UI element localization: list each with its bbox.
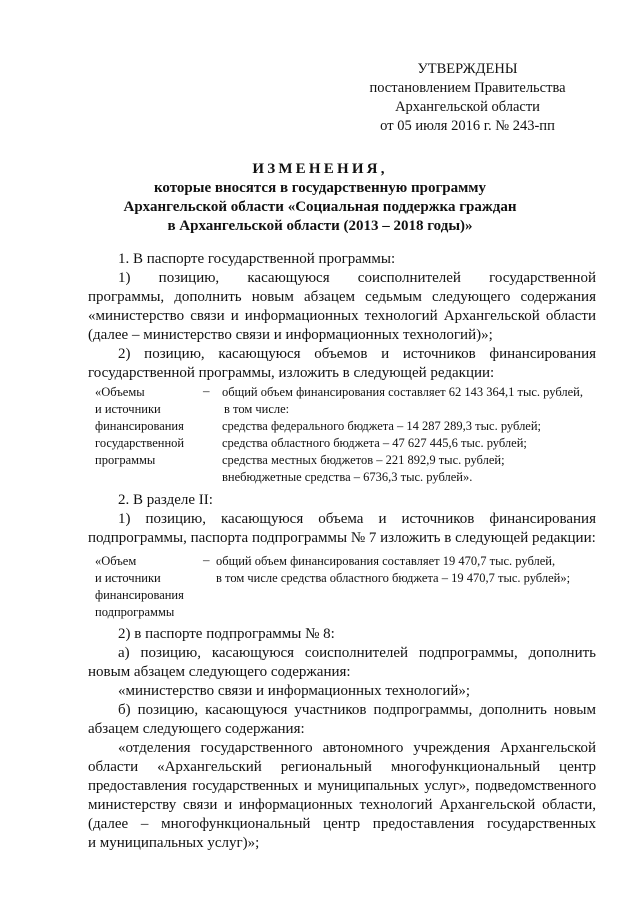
- section2-item1-line: 1) позицию, касающуюся объема и источников финансирования: [118, 511, 596, 527]
- itemB-line: б) позицию, касающуюся участников подпрограммы, дополнить новым: [118, 702, 596, 718]
- value-line: общий объем финансирования составляет 62 143 364,1 тыс. рублей,: [222, 385, 583, 399]
- label-line: «Объем: [95, 554, 137, 568]
- document-title: [80, 160, 560, 236]
- itemB-quote-line: области «Архангельский региональный многофункциональный центр: [88, 759, 596, 775]
- title-heading: ИЗМЕНЕНИЯ,: [252, 161, 388, 177]
- itemB-line: абзацем следующего содержания:: [88, 721, 305, 737]
- label-line: и источники: [95, 571, 161, 585]
- approved-line: Архангельской области: [395, 99, 540, 115]
- title-line: в Архангельской области (2013 – 2018 годы)»: [167, 218, 473, 234]
- label-line: государственной: [95, 436, 185, 450]
- table-dash: –: [203, 552, 210, 567]
- label-line: финансирования: [95, 588, 184, 602]
- value-line: средства федерального бюджета – 14 287 289,3 тыс. рублей;: [222, 419, 542, 433]
- label-line: подпрограммы: [95, 605, 175, 619]
- itemA-quote: «министерство связи и информационных технологий»;: [118, 683, 471, 699]
- itemA-line: а) позицию, касающуюся соисполнителей подпрограммы, дополнить: [118, 645, 596, 661]
- section1-item2-line: государственной программы, изложить в следующей редакции:: [88, 365, 495, 381]
- value-line: внебюджетные средства – 6736,3 тыс. рублей».: [222, 470, 473, 484]
- itemB-quote-line: предоставления государственных и муниципальных услуг», подведомственного: [88, 778, 596, 794]
- subprogram-table-label: [95, 553, 184, 621]
- approved-heading: УТВЕРЖДЕНЫ: [417, 61, 518, 77]
- section1-item1-line: программы, дополнить новым абзацем седьмым следующего содержания: [88, 289, 596, 305]
- value-line: средства областного бюджета – 47 627 445,6 тыс. рублей;: [222, 436, 527, 450]
- title-line: которые вносятся в государственную программу: [153, 180, 487, 196]
- itemB-quote-line: и муниципальных услуг)»;: [88, 835, 260, 851]
- label-line: программы: [95, 453, 156, 467]
- value-line: в том числе:: [224, 402, 290, 416]
- section1-item1-line: (далее – министерство связи и информационных технологий)»;: [88, 327, 493, 343]
- value-line: общий объем финансирования составляет 19 470,7 тыс. рублей,: [216, 554, 556, 568]
- itemA-line: новым абзацем следующего содержания:: [88, 664, 351, 680]
- section1-heading: 1. В паспорте государственной программы:: [118, 251, 396, 267]
- subprogram8-heading: 2) в паспорте подпрограммы № 8:: [118, 626, 335, 642]
- approved-date: от 05 июля 2016 г. № 243-пп: [380, 118, 555, 134]
- approval-stamp-block: [360, 60, 575, 136]
- table-dash: –: [203, 383, 210, 398]
- section1-item1-line: 1) позицию, касающуюся соисполнителей государственной: [118, 270, 596, 286]
- approved-line: постановлением Правительства: [369, 80, 566, 96]
- value-line: в том числе средства областного бюджета – 19 470,7 тыс. рублей»;: [216, 571, 571, 585]
- section2-heading: 2. В разделе II:: [118, 492, 213, 508]
- title-line: Архангельской области «Социальная поддержка граждан: [123, 199, 517, 215]
- itemB-quote-line: «отделения государственного автономного учреждения Архангельской: [118, 740, 596, 756]
- financing-table-values: [222, 384, 583, 486]
- subprogram-table-values: [216, 553, 570, 587]
- itemB-quote-line: министерству связи и информационных технологий Архангельской области,: [88, 797, 596, 813]
- section1-item1-line: «министерство связи и информационных технологий Архангельской области: [88, 308, 596, 324]
- financing-table-label: [95, 384, 184, 469]
- value-line: средства местных бюджетов – 221 892,9 тыс. рублей;: [222, 453, 505, 467]
- section1-item2-line: 2) позицию, касающуюся объемов и источников финансирования: [118, 346, 596, 362]
- label-line: финансирования: [95, 419, 184, 433]
- itemB-quote-line: (далее – многофункциональный центр предоставления государственных: [88, 816, 596, 832]
- section2-item1-line: подпрограммы, паспорта подпрограммы № 7 изложить в следующей редакции:: [88, 530, 596, 546]
- label-line: «Объемы: [95, 385, 145, 399]
- label-line: и источники: [95, 402, 161, 416]
